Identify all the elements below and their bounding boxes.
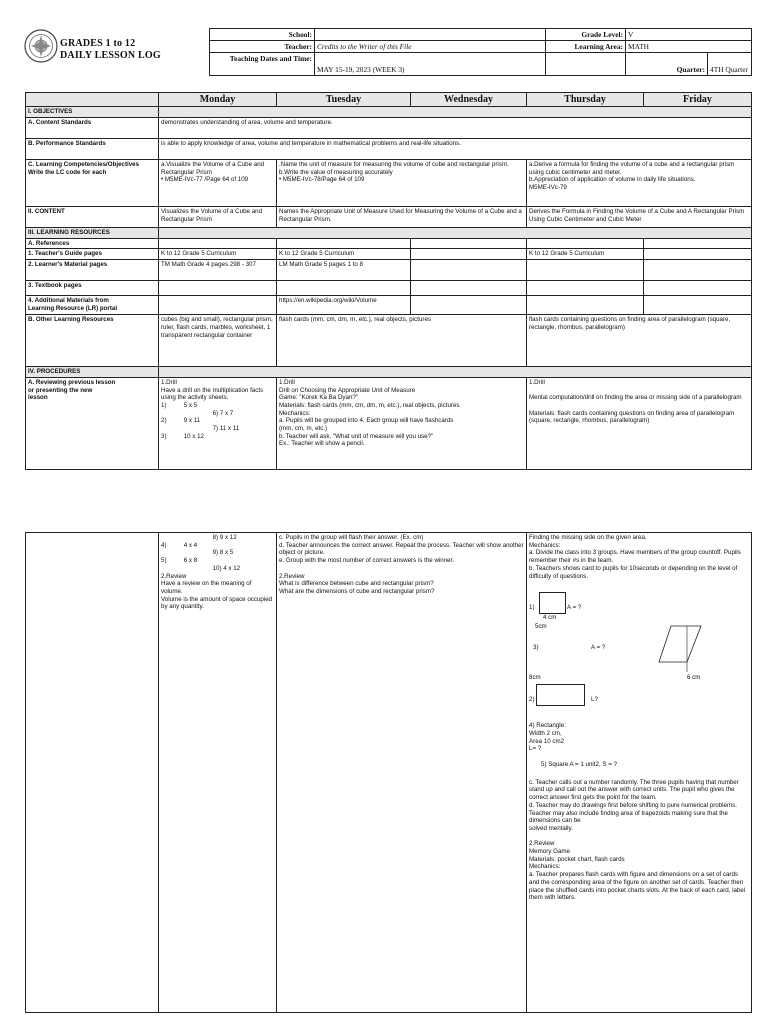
figure-area — [529, 580, 749, 722]
other-resources-tuesday: flash cards (mm, cm, dm, m, etc.), real objects, pictures — [277, 315, 527, 367]
teachers-guide-monday: K to 12 Grade 5 Curriculum — [159, 249, 277, 260]
figure1-side-2: 5cm — [535, 623, 547, 631]
reviewing-lesson-label: A. Reviewing previous lesson or presenting the new lesson — [28, 378, 116, 402]
additional-materials-tuesday: https://en.wikipedia.org/wiki/Volume — [277, 296, 411, 315]
header-table — [209, 28, 752, 76]
figure2-rectangle — [536, 684, 585, 706]
log-title-line2: DAILY LESSON LOG — [60, 50, 161, 61]
review-monday-items-continued: 8) 9 x 12 4) 4 x 4 9) 8 x 5 5) 6 x 8 10) 4 x 12 — [161, 534, 241, 572]
school-label: School: — [210, 29, 315, 41]
learning-area-value: MATH — [626, 41, 752, 53]
teachers-guide-label: 1. Teacher's Guide pages — [26, 249, 159, 260]
competencies-thursday: a.Derive a formula for finding the volume of a cube and a rectangular prism using cubic centimeter and meter. b.Appreciation of application of volume in daily life situations. M5ME-IVc-79 — [529, 161, 735, 192]
review-tuesday: 1.Drill Drill on Choosing the Appropriate Unit of Measure Game: "Korek Ka Ba Dyan?" Materials: flash cards (mm, cm, dm, m, etc.), real objects, pictures Mechanics: a. Pupils will be grouped into 4. Each group will have flashcards (mm, cm, m, etc.) b. Teacher will ask, "What unit of measure will you use?" Ex.: Teacher will show a pencil. — [279, 378, 460, 448]
competencies-label: C. Learning Competencies/Objectives Write the LC code for each — [28, 161, 140, 176]
day-friday: Friday — [644, 93, 752, 107]
other-resources-monday: cubes (big and small), rectangular prism, ruler, flash cards, marbles, worksheet, 1 transparent rectangular container — [159, 315, 277, 367]
content-label: II. CONTENT — [26, 207, 159, 228]
teachers-guide-tuesday: K to 12 Grade 5 Curriculum — [277, 249, 411, 260]
log-title-line1: GRADES 1 to 12 — [60, 38, 136, 49]
other-resources-label: B. Other Learning Resources — [26, 315, 159, 367]
figure1-side: 4 cm — [543, 614, 557, 622]
deped-seal-icon — [24, 29, 58, 63]
review-monday-drill: 1.Drill Have a drill on the multiplication facts using the activity sheets. — [161, 378, 264, 402]
lesson-table-page1 — [25, 92, 752, 470]
square-question: 5) Square A = 1 unit2, S = ? — [541, 761, 618, 769]
teaching-dates-value: MAY 15-19, 2023 (WEEK 3) — [315, 53, 546, 76]
content-standards-text: demonstrates understanding of area, volume and temperature. — [159, 118, 752, 139]
quarter-label: Quarter: — [626, 53, 708, 76]
performance-standards-label: B. Performance Standards — [26, 139, 159, 160]
review-thursday: 1.Drill Mental computation/drill on finding the area or missing side of a parallelogram Materials: flash cards containing questions on finding area of parallelogram (square, rectangle, rhombus, parallelogram) — [529, 378, 742, 425]
review-thursday-continued: c. Teacher calls out a number randomly. The three pupils having that number stand up and call out the answer with correct units. The pupil who gives the correct answer first gets the point for the team. d. Teacher may do drawings first before shifting to pure numerical problems. Teacher may also include finding area of trapezoids making sure that the dimensions can be solved mentally. 2.Review Memory Game Materials: pocket chart, flash cards Mechanics: a. Teacher prepares flash cards with figure and dimensions on a set of cards and the corresponding area of the figure on another set of cards. Teacher then place the shuffled cards into pocket charts slots. At the back of each card, label them with letters. — [529, 778, 746, 902]
day-wednesday: Wednesday — [411, 93, 527, 107]
log-title — [60, 38, 161, 62]
content-standards-label: A. Content Standards — [26, 118, 159, 139]
learners-material-tuesday: LM Math Grade 5 pages 1 to 8 — [277, 260, 411, 281]
objectives-heading: I. OBJECTIVES — [26, 107, 159, 118]
textbook-label: 3. Textbook pages — [26, 281, 159, 296]
learning-area-label: Learning Area: — [546, 41, 626, 53]
review-tuesday-continued: c. Pupils in the group will flash their answer. (Ex. cm) d. Teacher announces the correct answer. Repeat the process. Teacher will show another object or picture. e. Group with the most number of correct answers is the winner. 2.Review What is difference between cube and rectangular prism? What are the dimensions of cube and rectangular prism? — [279, 534, 524, 595]
teacher-label: Teacher: — [210, 41, 315, 53]
figure2-equation: L? — [591, 696, 598, 704]
content-thursday: Derives the Formula in Finding the Volume of a Cube and A Rectangular Prism Using Cubic Centimeter and Cubic Meter — [527, 207, 752, 228]
figure1-equation: A = ? — [567, 604, 582, 612]
teachers-guide-thursday: K to 12 Grade 5 Curriculum — [527, 249, 644, 260]
references-label: A. References — [26, 238, 159, 249]
day-thursday: Thursday — [527, 93, 644, 107]
learners-material-label: 2. Learner's Material pages — [26, 260, 159, 281]
content-monday: Visualizes the Volume of a Cube and Rectangular Prism — [159, 207, 277, 228]
figure3-equation: A = ? — [591, 644, 606, 652]
figure2-label: 2) — [529, 696, 535, 704]
day-tuesday: Tuesday — [277, 93, 411, 107]
rectangle-question: 4) Rectangle: Width 2 cm, Area 10 cm2 L= ? — [529, 722, 566, 753]
parallelogram-figure — [657, 624, 703, 674]
teaching-dates-label: Teaching Dates and Time: — [210, 53, 315, 76]
day-monday: Monday — [159, 93, 277, 107]
review-thursday-mechanics: Finding the missing side on the given area. Mechanics: a. Divide the class into 3 groups. Have members of the group countoff. Pupils remember their #s in the team. b. Teachers shows card to pupils for 10seconds or depending on the level of difficulty of questions. — [529, 534, 741, 580]
procedures-heading: IV. PROCEDURES — [26, 367, 159, 378]
figure1-label: 1) — [529, 604, 535, 612]
learners-material-monday: TM Math Grade 4 pages 298 - 307 — [159, 260, 277, 281]
competencies-monday: a.Visualize the Volume of a Cube and Rectangular Prism • M5ME-IVc-77 /Page 64 of 109 — [161, 161, 265, 184]
lesson-table-page2 — [25, 532, 752, 1013]
grade-level-value: V — [626, 29, 752, 41]
school-value — [315, 29, 546, 41]
performance-standards-text: is able to apply knowledge of area, volume and temperature in mathematical problems and real-life situations. — [159, 139, 752, 160]
quarter-value: 4TH Quarter — [708, 53, 752, 76]
figure3-label: 3) — [533, 644, 539, 652]
grade-level-label: Grade Level: — [546, 29, 626, 41]
additional-materials-label: 4. Additional Materials from Learning Resource (LR) portal — [28, 297, 118, 312]
other-resources-thursday: flash cards containing questions on finding area of parallelogram (square, rectangle, rhombus, parallelogram) — [527, 315, 752, 367]
teacher-value: Credits to the Writer of this File — [315, 41, 546, 53]
review-monday-items: 1) 5 x 5 6) 7 x 7 2) 9 x 11 7) 11 x 11 3) 10 x 12 — [161, 401, 240, 440]
learning-resources-heading: III. LEARNING RESOURCES — [26, 228, 159, 239]
figure3-base: 8cm — [529, 674, 541, 682]
figure1-square — [539, 592, 566, 614]
figure3-height: 6 cm — [687, 674, 701, 682]
content-tuesday: Names the Appropriate Unit of Measure Used for Measuring the Volume of a Cube and a Rectangular Prism. — [277, 207, 527, 228]
review-monday-review: 2.Review Have a review on the meaning of volume. Volume is the amount of space occupied by any quantity. — [161, 572, 273, 611]
competencies-tuesday: .Name the unit of measure for measuring the volume of cube and rectangular prism. b.Write the value of measuring accurately • M5ME-IVc-78/Page 64 of 109 — [279, 161, 509, 184]
